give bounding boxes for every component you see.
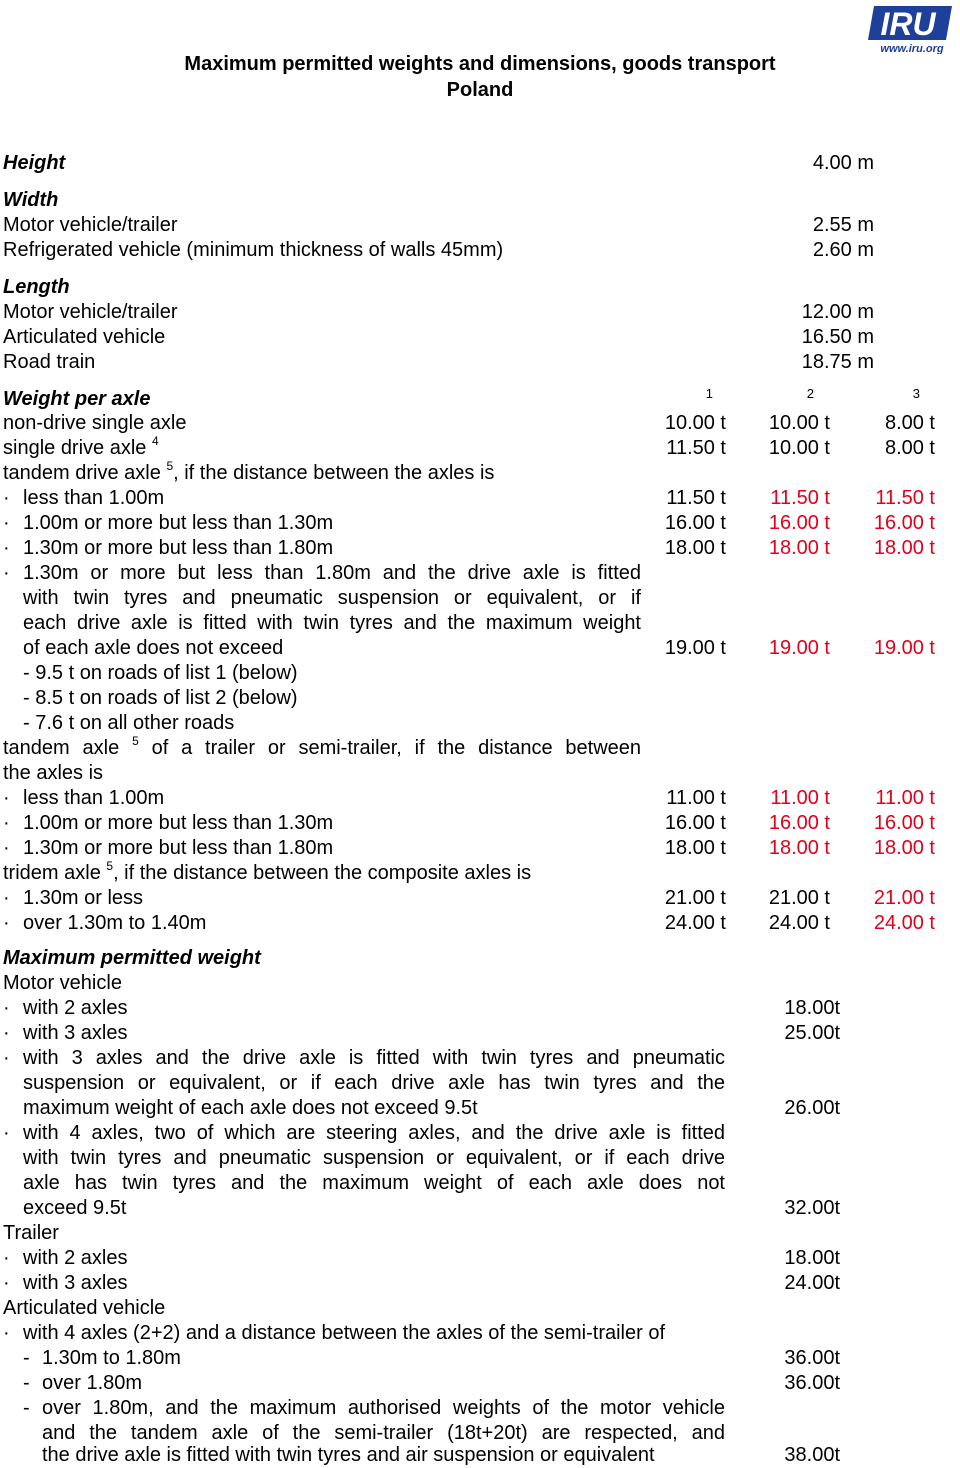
bullet-icon: · bbox=[3, 537, 10, 559]
axle-row bbox=[0, 886, 960, 911]
footnote-ref: 5 bbox=[166, 459, 174, 473]
mpw-row bbox=[0, 1096, 960, 1121]
axle-subheading-text: tridem axle bbox=[3, 862, 101, 884]
footnote-ref: 5 bbox=[132, 734, 139, 748]
axle-note: - 9.5 t on roads of list 1 (below) bbox=[23, 662, 298, 684]
axle-label: less than 1.00m bbox=[23, 487, 165, 509]
axle-value: 18.00 t bbox=[768, 837, 830, 859]
bullet-icon: · bbox=[3, 997, 10, 1019]
axle-text-row bbox=[0, 711, 960, 736]
axle-value: 24.00 t bbox=[664, 912, 726, 934]
page-title: Maximum permitted weights and dimensions, goods transport bbox=[184, 53, 776, 75]
axle-label: over 1.30m to 1.40m bbox=[23, 912, 207, 934]
axle-value: 10.00 t bbox=[768, 412, 830, 434]
width-label: Motor vehicle/trailer bbox=[3, 214, 178, 236]
mpw-row bbox=[0, 996, 960, 1021]
axle-value: 18.00 t bbox=[873, 837, 935, 859]
mpw-label: with 2 axles bbox=[23, 1247, 128, 1269]
mpw-label: maximum weight of each axle does not exceed 9.5t bbox=[23, 1097, 478, 1119]
mpw-label: the drive axle is fitted with twin tyres and air suspension or equivalent bbox=[42, 1444, 655, 1466]
mpw-heading-row bbox=[0, 946, 960, 971]
dash-icon: - bbox=[23, 1372, 30, 1394]
mpw-subheading: Motor vehicle bbox=[3, 972, 122, 994]
footnote-ref: 5 bbox=[106, 859, 114, 873]
width-heading: Width bbox=[3, 189, 59, 211]
mpw-row bbox=[0, 1246, 960, 1271]
mpw-label: with 2 axles bbox=[23, 997, 128, 1019]
axle-value: 11.00 t bbox=[666, 787, 726, 809]
axle-row bbox=[0, 811, 960, 836]
height-value: 4.00 m bbox=[812, 152, 874, 174]
mpw-label: 1.30m to 1.80m bbox=[42, 1347, 181, 1369]
axle-label: less than 1.00m bbox=[23, 787, 165, 809]
length-label: Road train bbox=[3, 351, 96, 373]
axle-value: 10.00 t bbox=[768, 437, 830, 459]
axle-value: 16.00 t bbox=[873, 512, 935, 534]
mpw-row bbox=[0, 1443, 960, 1468]
length-value: 12.00 m bbox=[801, 301, 874, 323]
axle-value: 24.00 t bbox=[873, 912, 935, 934]
axle-value: 16.00 t bbox=[768, 812, 830, 834]
axle-label: non-drive single axle bbox=[3, 412, 187, 434]
mpw-text-row bbox=[0, 1396, 960, 1421]
mpw-subheading: Articulated vehicle bbox=[3, 1297, 166, 1319]
axle-row bbox=[0, 536, 960, 561]
axle-row bbox=[0, 486, 960, 511]
width-heading-row bbox=[0, 188, 960, 213]
axle-label: 1.00m or more but less than 1.30m bbox=[23, 512, 334, 534]
mpw-row bbox=[0, 1346, 960, 1371]
axle-row bbox=[0, 636, 960, 661]
mpw-row bbox=[0, 1021, 960, 1046]
width-value: 2.55 m bbox=[812, 214, 874, 236]
axle-value: 19.00 t bbox=[768, 637, 830, 659]
axle-subheading-row bbox=[0, 736, 960, 761]
mpw-label: with twin tyres and pneumatic suspension or equivalent, or if each drive bbox=[23, 1147, 725, 1169]
mpw-label: over 1.80m bbox=[42, 1372, 143, 1394]
axle-text-row bbox=[0, 561, 960, 586]
mpw-subheading-row bbox=[0, 1221, 960, 1246]
axle-label bbox=[3, 436, 159, 461]
mpw-row bbox=[0, 1196, 960, 1221]
axle-note: - 8.5 t on roads of list 2 (below) bbox=[23, 687, 298, 709]
axle-subheading-text: , if the distance between the axles is bbox=[173, 462, 495, 484]
bullet-icon: · bbox=[3, 912, 10, 934]
mpw-label: with 3 axles bbox=[23, 1272, 128, 1294]
length-label: Motor vehicle/trailer bbox=[3, 301, 178, 323]
axle-label: each drive axle is fitted with twin tyres and the maximum weight bbox=[23, 612, 641, 634]
axle-label: 1.30m or less bbox=[23, 887, 144, 909]
axle-value: 18.00 t bbox=[664, 837, 726, 859]
length-heading: Length bbox=[3, 276, 70, 298]
mpw-value: 18.00t bbox=[784, 1247, 840, 1269]
axle-text-row bbox=[0, 686, 960, 711]
mpw-value: 25.00t bbox=[784, 1022, 840, 1044]
axle-label: with twin tyres and pneumatic suspension or equivalent, or if bbox=[23, 587, 641, 609]
column-header-3: 3 bbox=[912, 386, 920, 401]
mpw-text-row bbox=[0, 1071, 960, 1096]
axle-row bbox=[0, 411, 960, 436]
axle-value: 21.00 t bbox=[873, 887, 935, 909]
length-value: 18.75 m bbox=[801, 351, 874, 373]
axle-label-text: single drive axle bbox=[3, 437, 147, 459]
axle-row bbox=[0, 786, 960, 811]
bullet-icon: · bbox=[3, 562, 10, 584]
iru-logo-graphic bbox=[868, 6, 952, 54]
axle-value: 16.00 t bbox=[664, 512, 726, 534]
mpw-label: over 1.80m, and the maximum authorised weights of the motor vehicle bbox=[42, 1397, 725, 1419]
mpw-value: 36.00t bbox=[784, 1372, 840, 1394]
bullet-icon: · bbox=[3, 887, 10, 909]
axle-subheading-text: tandem drive axle bbox=[3, 462, 161, 484]
mpw-value: 24.00t bbox=[784, 1272, 840, 1294]
mpw-label: suspension or equivalent, or if each drive axle has twin tyres and the bbox=[23, 1072, 725, 1094]
axle-heading-row bbox=[0, 387, 960, 412]
axle-value: 19.00 t bbox=[873, 637, 935, 659]
mpw-subheading-row bbox=[0, 971, 960, 996]
axle-value: 8.00 t bbox=[884, 437, 935, 459]
axle-note: - 7.6 t on all other roads bbox=[23, 712, 235, 734]
footnote-ref: 4 bbox=[151, 434, 159, 448]
mpw-label: with 3 axles bbox=[23, 1022, 128, 1044]
mpw-text-row bbox=[0, 1146, 960, 1171]
axle-value: 19.00 t bbox=[664, 637, 726, 659]
axle-value: 16.00 t bbox=[873, 812, 935, 834]
axle-value: 24.00 t bbox=[768, 912, 830, 934]
bullet-icon: · bbox=[3, 1322, 10, 1344]
bullet-icon: · bbox=[3, 1247, 10, 1269]
mpw-label: with 4 axles (2+2) and a distance between the axles of the semi-trailer of bbox=[23, 1322, 666, 1344]
axle-text-row bbox=[0, 611, 960, 636]
bullet-icon: · bbox=[3, 1022, 10, 1044]
iru-logo bbox=[864, 4, 956, 54]
mpw-text-row bbox=[0, 1046, 960, 1071]
mpw-row bbox=[0, 1371, 960, 1396]
axle-value: 21.00 t bbox=[664, 887, 726, 909]
height-row bbox=[0, 151, 960, 176]
country-title: Poland bbox=[446, 79, 514, 101]
axle-subheading-row bbox=[0, 761, 960, 786]
mpw-value: 18.00t bbox=[784, 997, 840, 1019]
mpw-label: with 4 axles, two of which are steering axles, and the drive axle is fitted bbox=[23, 1122, 725, 1144]
bullet-icon: · bbox=[3, 837, 10, 859]
mpw-value: 32.00t bbox=[784, 1197, 840, 1219]
mpw-label: and the tandem axle of the semi-trailer (18t+20t) are respected, and bbox=[42, 1422, 725, 1444]
length-row bbox=[0, 350, 960, 375]
iru-logo-url: www.iru.org bbox=[880, 43, 944, 54]
axle-value: 18.00 t bbox=[768, 537, 830, 559]
bullet-icon: · bbox=[3, 512, 10, 534]
mpw-label: exceed 9.5t bbox=[23, 1197, 127, 1219]
mpw-value: 38.00t bbox=[784, 1444, 840, 1466]
axle-subheading bbox=[3, 461, 494, 486]
mpw-subheading: Trailer bbox=[3, 1222, 59, 1244]
axle-value: 11.50 t bbox=[666, 487, 726, 509]
length-heading-row bbox=[0, 275, 960, 300]
mpw-value: 26.00t bbox=[784, 1097, 840, 1119]
axle-value: 10.00 t bbox=[664, 412, 726, 434]
axle-value: 11.50 t bbox=[770, 487, 830, 509]
width-label: Refrigerated vehicle (minimum thickness of walls 45mm) bbox=[3, 239, 504, 261]
axle-label: 1.30m or more but less than 1.80m bbox=[23, 837, 334, 859]
width-value: 2.60 m bbox=[812, 239, 874, 261]
dash-icon: - bbox=[23, 1347, 30, 1369]
axle-subheading-text: the axles is bbox=[3, 762, 104, 784]
axle-row bbox=[0, 836, 960, 861]
axle-subheading-row bbox=[0, 861, 960, 886]
bullet-icon: · bbox=[3, 487, 10, 509]
width-row bbox=[0, 238, 960, 263]
mpw-text-row bbox=[0, 1121, 960, 1146]
mpw-text-row bbox=[0, 1171, 960, 1196]
bullet-icon: · bbox=[3, 1047, 10, 1069]
axle-value: 11.00 t bbox=[770, 787, 830, 809]
width-row bbox=[0, 213, 960, 238]
axle-value: 21.00 t bbox=[768, 887, 830, 909]
axle-value: 11.50 t bbox=[666, 437, 726, 459]
mpw-value: 36.00t bbox=[784, 1347, 840, 1369]
mpw-subheading-row bbox=[0, 1296, 960, 1321]
axle-subheading-text: of a trailer or semi-trailer, if the distance between bbox=[151, 737, 642, 759]
length-value: 16.50 m bbox=[801, 326, 874, 348]
mpw-text-row bbox=[0, 1321, 960, 1346]
bullet-icon: · bbox=[3, 1272, 10, 1294]
length-row bbox=[0, 325, 960, 350]
column-header-2: 2 bbox=[806, 386, 814, 401]
axle-value: 18.00 t bbox=[873, 537, 935, 559]
mpw-heading: Maximum permitted weight bbox=[3, 947, 261, 969]
axle-subheading bbox=[3, 861, 531, 886]
axle-row bbox=[0, 436, 960, 461]
axle-text-row bbox=[0, 586, 960, 611]
axle-value: 18.00 t bbox=[664, 537, 726, 559]
dash-icon: - bbox=[23, 1397, 30, 1419]
axle-value: 8.00 t bbox=[884, 412, 935, 434]
axle-value: 11.00 t bbox=[875, 787, 935, 809]
axle-heading: Weight per axle bbox=[3, 388, 151, 410]
column-header-1: 1 bbox=[705, 386, 713, 401]
axle-label: 1.00m or more but less than 1.30m bbox=[23, 812, 334, 834]
axle-value: 16.00 t bbox=[664, 812, 726, 834]
axle-text-row bbox=[0, 661, 960, 686]
axle-label: of each axle does not exceed bbox=[23, 637, 284, 659]
axle-subheading-text: tandem axle bbox=[3, 737, 120, 759]
height-heading: Height bbox=[3, 152, 66, 174]
length-row bbox=[0, 300, 960, 325]
mpw-label: axle has twin tyres and the maximum weight of each axle does not bbox=[23, 1172, 725, 1194]
axle-row bbox=[0, 911, 960, 936]
axle-label: 1.30m or more but less than 1.80m and the drive axle is fitted bbox=[23, 562, 641, 584]
axle-subheading-text: , if the distance between the composite axles is bbox=[113, 862, 532, 884]
mpw-row bbox=[0, 1271, 960, 1296]
iru-logo-text: IRU bbox=[880, 6, 936, 42]
axle-value: 11.50 t bbox=[875, 487, 935, 509]
axle-row bbox=[0, 511, 960, 536]
bullet-icon: · bbox=[3, 1122, 10, 1144]
axle-label: 1.30m or more but less than 1.80m bbox=[23, 537, 334, 559]
mpw-label: with 3 axles and the drive axle is fitted with twin tyres and pneumatic bbox=[23, 1047, 725, 1069]
axle-value: 16.00 t bbox=[768, 512, 830, 534]
length-label: Articulated vehicle bbox=[3, 326, 166, 348]
bullet-icon: · bbox=[3, 812, 10, 834]
axle-subheading bbox=[3, 736, 641, 761]
bullet-icon: · bbox=[3, 787, 10, 809]
axle-subheading-row bbox=[0, 461, 960, 486]
